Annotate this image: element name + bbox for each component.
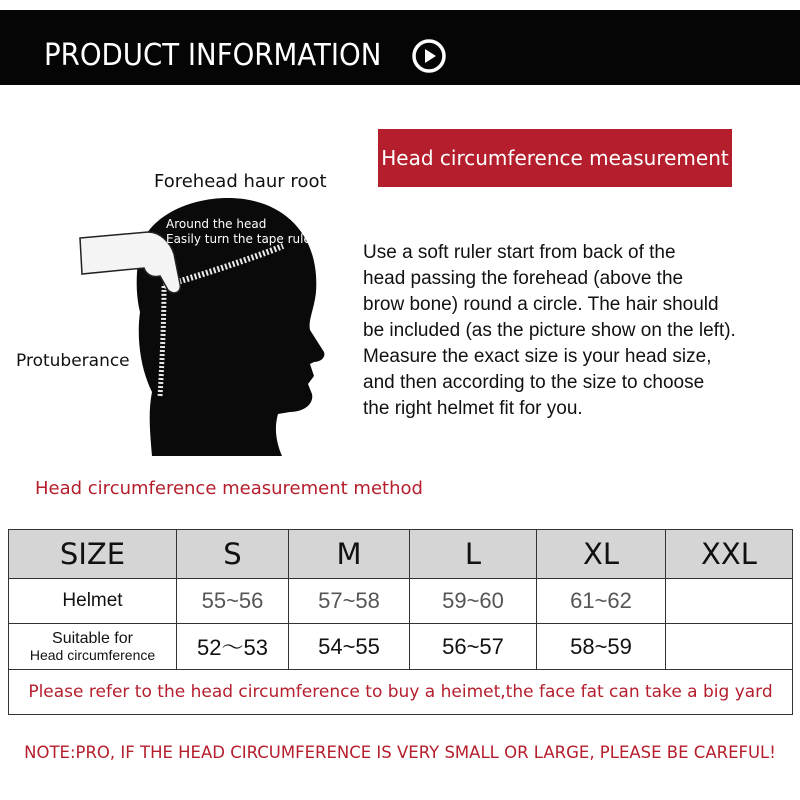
size-table <box>8 529 793 715</box>
instruction-line: be included (as the picture show on the left). <box>363 320 736 341</box>
footer-note: NOTE:PRO, IF THE HEAD CIRCUMFERENCE IS VERY SMALL OR LARGE, PLEASE BE CAREFUL! <box>24 743 776 762</box>
protuberance-label: Protuberance <box>16 351 130 371</box>
header-cell: XL <box>537 530 666 579</box>
instruction-line: and then according to the size to choose <box>363 372 705 393</box>
header-cell: S <box>177 530 289 579</box>
play-circle-icon <box>411 38 447 74</box>
table-cell: 61~62 <box>537 579 666 624</box>
head-measurement-illustration <box>78 192 328 460</box>
measurement-badge: Head circumference measurement <box>378 129 732 187</box>
table-cell <box>666 579 793 624</box>
table-cell <box>666 624 793 670</box>
header-banner <box>0 10 800 85</box>
instruction-line: Measure the exact size is your head size, <box>363 346 712 367</box>
table-cell: 59~60 <box>410 579 537 624</box>
method-title: Head circumference measurement method <box>35 478 423 499</box>
table-cell: 56~57 <box>410 624 537 670</box>
forehead-label: Forehead haur root <box>154 171 327 192</box>
instructions-text <box>363 240 793 422</box>
instruction-line: the right helmet fit for you. <box>363 398 583 419</box>
instruction-line: Use a soft ruler start from back of the <box>363 242 676 263</box>
header-cell: L <box>410 530 537 579</box>
table-cell: 52〜53 <box>177 624 289 670</box>
table-row <box>9 579 793 624</box>
callout-line-2: Easily turn the tape ruler <box>166 232 316 246</box>
table-cell: 54~55 <box>289 624 410 670</box>
row-label-line-1: Suitable for <box>52 629 133 647</box>
table-cell: 57~58 <box>289 579 410 624</box>
header-cell: M <box>289 530 410 579</box>
table-cell: 55~56 <box>177 579 289 624</box>
callout-line-1: Around the head <box>166 217 267 231</box>
row-label: Helmet <box>9 579 177 624</box>
instruction-line: head passing the forehead (above the <box>363 268 684 289</box>
table-cell: 58~59 <box>537 624 666 670</box>
table-note-row <box>9 670 793 715</box>
table-row <box>9 624 793 670</box>
table-header-row <box>9 530 793 579</box>
instruction-line: brow bone) round a circle. The hair should <box>363 294 719 315</box>
page-title: PRODUCT INFORMATION <box>44 38 382 73</box>
header-cell: XXL <box>666 530 793 579</box>
header-cell: SIZE <box>9 530 177 579</box>
table-note: Please refer to the head circumference to buy a heimet,the face fat can take a big yard <box>9 670 793 715</box>
row-label-line-2: Head circumference <box>29 646 156 663</box>
row-label <box>9 624 177 670</box>
